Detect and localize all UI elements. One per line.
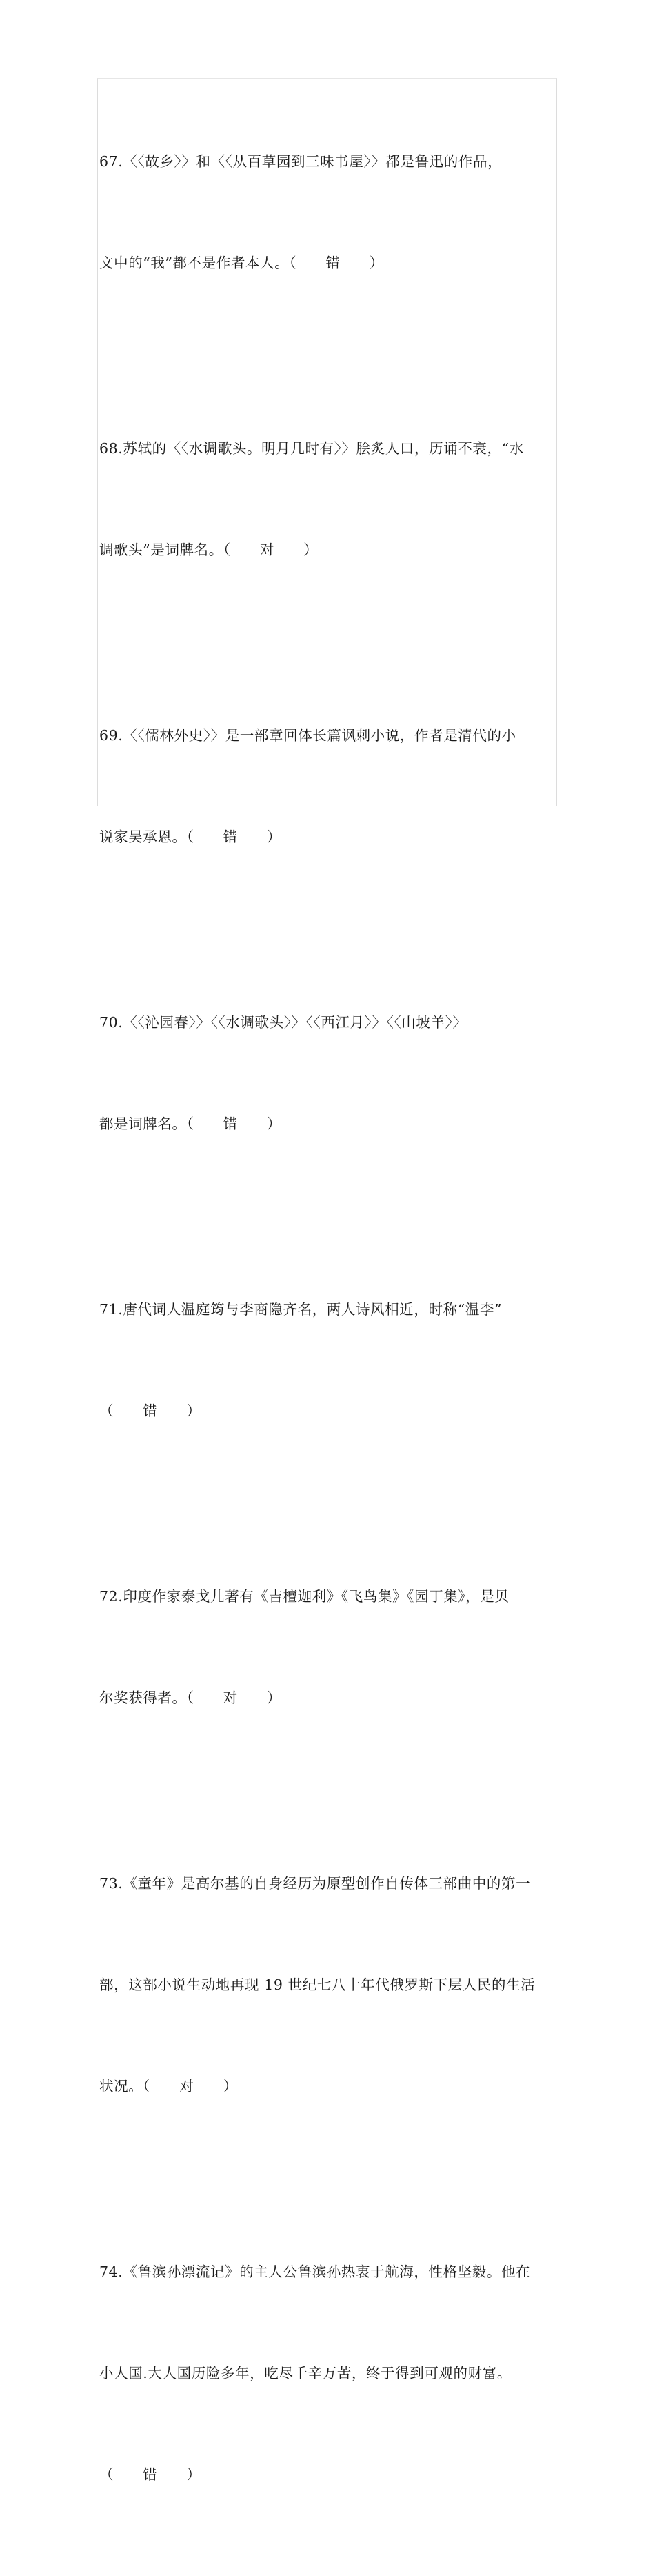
question-72 <box>99 1512 557 1783</box>
question-71 <box>99 1225 557 1496</box>
question-text-line: 〈〈故乡〉〉和〈〈从百草园到三味书屋〉〉都是鲁迅的作品， <box>123 153 503 170</box>
question-text-line: （ 错 ） <box>99 1403 201 1419</box>
question-68 <box>99 364 557 635</box>
question-text-line: （ 错 ） <box>99 2466 201 2483</box>
question-text-line: 苏轼的〈〈水调歌头。明月几时有〉〉脍炙人口，历诵不衰，“水 <box>123 440 524 457</box>
question-number: 73. <box>99 1875 123 1892</box>
question-text-line: 唐代词人温庭筠与李商隐齐名，两人诗风相近，时称“温李” <box>123 1301 503 1318</box>
question-text-line: 尔奖获得者。（ 对 ） <box>99 1690 282 1706</box>
question-text-line: 〈〈沁园春〉〉〈〈水调歌头〉〉〈〈西江月〉〉〈〈山坡羊〉〉 <box>123 1014 467 1031</box>
question-text-line: 说家吴承恩。（ 错 ） <box>99 829 282 845</box>
question-70 <box>99 938 557 1209</box>
question-text-line: 状况。（ 对 ） <box>99 2078 238 2094</box>
question-text-line: 《鲁滨孙漂流记》的主人公鲁滨孙热衷于航海，性格坚毅。他在 <box>123 2263 531 2280</box>
question-74 <box>99 2188 557 2559</box>
question-text-line: 小人国.大人国历险多年，吃尽千辛万苦，终于得到可观的财富。 <box>99 2365 512 2381</box>
question-number: 74. <box>99 2263 123 2280</box>
question-73 <box>99 1799 557 2171</box>
question-number: 67. <box>99 153 123 170</box>
question-69 <box>99 651 557 922</box>
question-67 <box>99 77 557 348</box>
question-text-line: 都是词牌名。（ 错 ） <box>99 1116 282 1132</box>
question-number: 68. <box>99 440 123 457</box>
question-number: 69. <box>99 727 123 744</box>
question-text-line: 印度作家泰戈儿著有《吉檀迦利》《飞鸟集》《园丁集》，是贝 <box>123 1588 510 1605</box>
question-text-line: 文中的“我”都不是作者本人。（ 错 ） <box>99 255 384 271</box>
question-number: 72. <box>99 1588 123 1605</box>
question-list <box>99 77 557 2576</box>
question-number: 70. <box>99 1014 123 1031</box>
question-text-line: 《童年》是高尔基的自身经历为原型创作自传体三部曲中的第一 <box>123 1875 531 1892</box>
question-text-line: 部，这部小说生动地再现 19 世纪七八十年代俄罗斯下层人民的生活 <box>99 1976 536 1993</box>
question-text-line: 〈〈儒林外史〉〉是一部章回体长篇讽刺小说，作者是清代的小 <box>123 727 516 744</box>
question-text-line: 调歌头”是词牌名。（ 对 ） <box>99 542 319 558</box>
question-number: 71. <box>99 1301 123 1318</box>
